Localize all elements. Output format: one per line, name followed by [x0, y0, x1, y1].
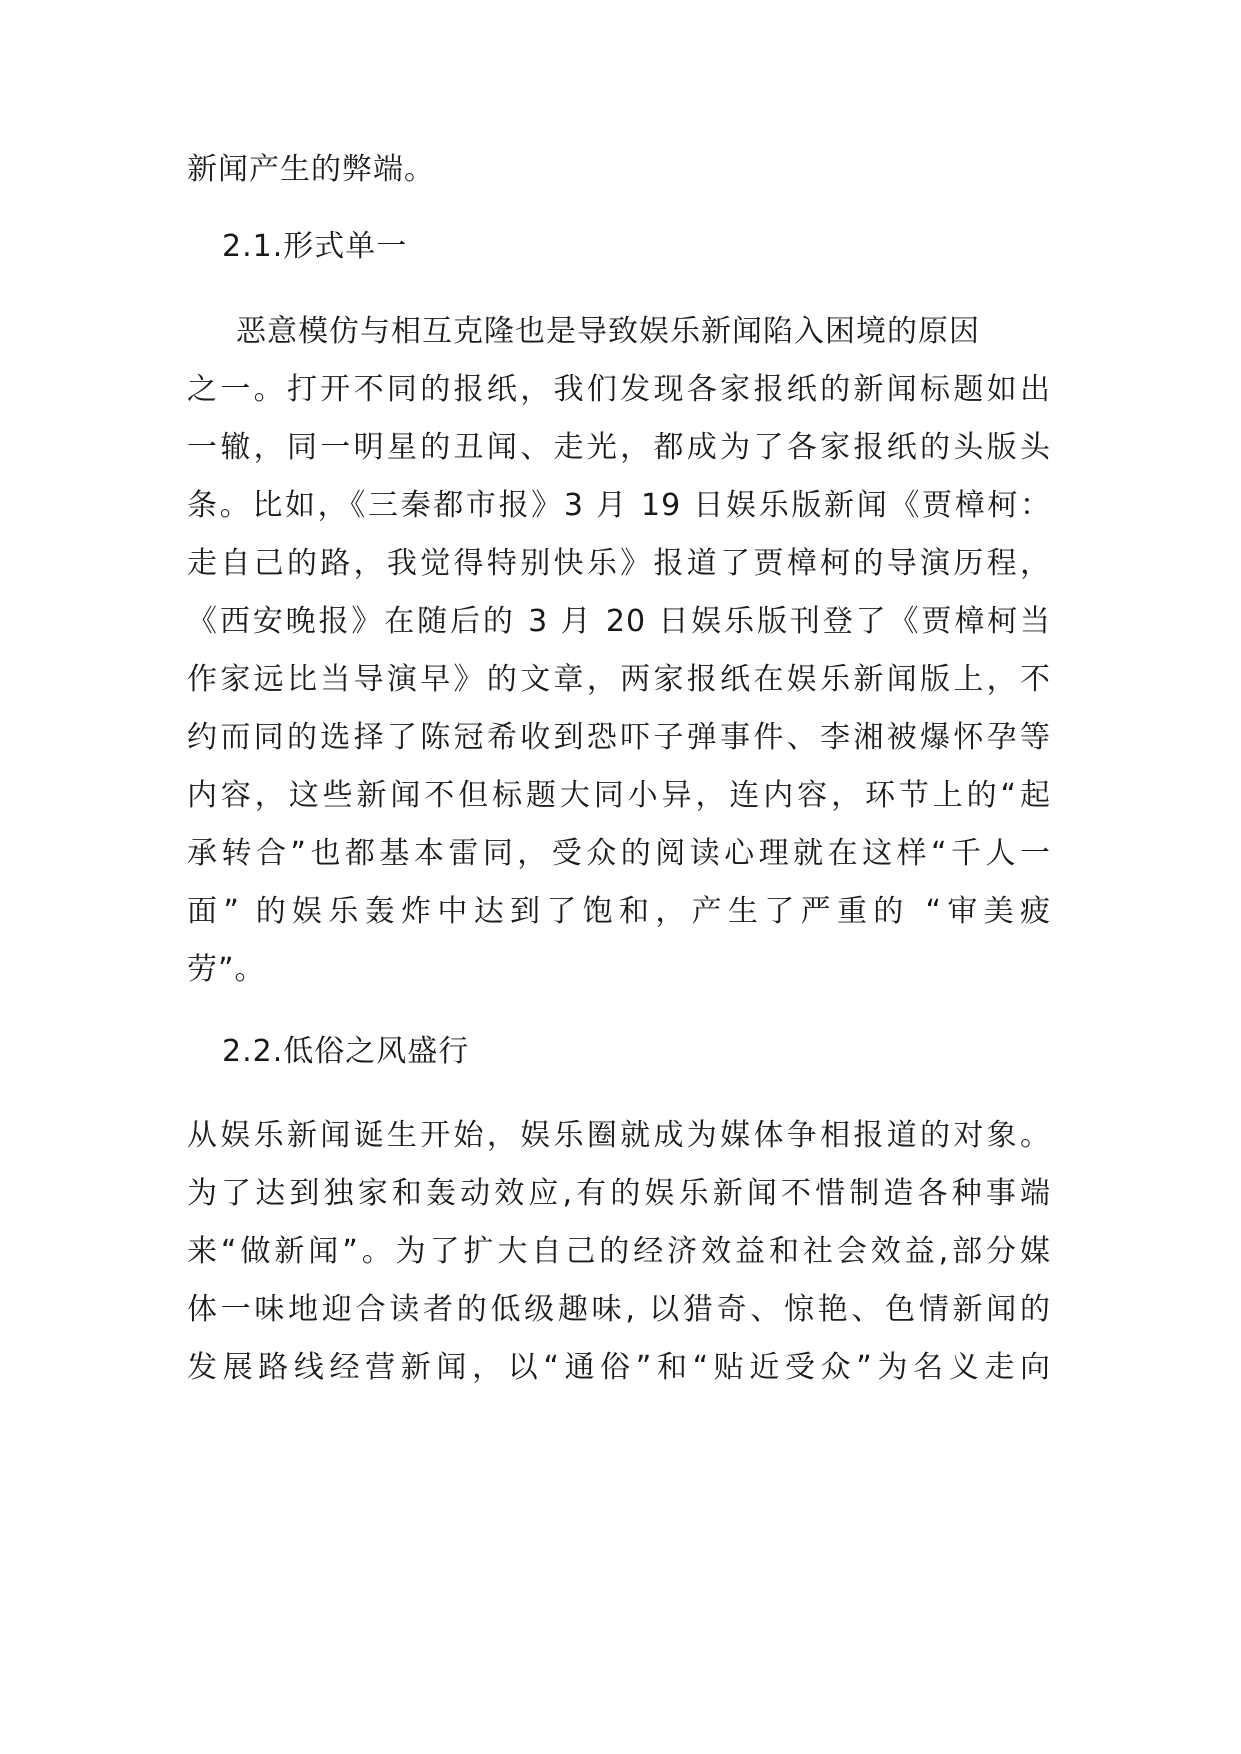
section-heading-2-2: 2.2.低俗之风盛行	[222, 1034, 470, 1069]
paragraph-line: 为了达到独家和轰动效应,有的娱乐新闻不惜制造各种事端	[187, 1176, 1051, 1211]
paragraph-line: 发展路线经营新闻，以“通俗”和“贴近受众”为名义走向	[187, 1350, 1051, 1385]
paragraph-line: 从娱乐新闻诞生开始，娱乐圈就成为媒体争相报道的对象。	[187, 1118, 1051, 1153]
intro-tail-line: 新闻产生的弊端。	[187, 152, 435, 187]
paragraph-line: 作家远比当导演早》的文章，两家报纸在娱乐新闻版上，不	[187, 662, 1051, 697]
paragraph-line: 劳”。	[187, 952, 266, 987]
paragraph-line: 内容，这些新闻不但标题大同小异，连内容，环节上的“起	[187, 778, 1051, 813]
paragraph-line: 面” 的娱乐轰炸中达到了饱和，产生了严重的 “审美疲	[187, 894, 1051, 929]
paragraph-line: 体一味地迎合读者的低级趣味, 以猎奇、惊艳、色情新闻的	[187, 1292, 1051, 1327]
paragraph-line: 《西安晚报》在随后的 3 月 20 日娱乐版刊登了《贾樟柯当	[187, 604, 1051, 639]
paragraph-line: 一辙，同一明星的丑闻、走光，都成为了各家报纸的头版头	[187, 430, 1051, 465]
paragraph-line: 走自己的路，我觉得特别快乐》报道了贾樟柯的导演历程，	[187, 546, 1051, 581]
paragraph-line: 之一。打开不同的报纸，我们发现各家报纸的新闻标题如出	[187, 372, 1051, 407]
paragraph-line: 来“做新闻”。为了扩大自己的经济效益和社会效益,部分媒	[187, 1234, 1051, 1269]
paragraph-line: 恶意模仿与相互克隆也是导致娱乐新闻陷入困境的原因	[236, 314, 980, 349]
paragraph-line: 承转合”也都基本雷同，受众的阅读心理就在这样“千人一	[187, 836, 1051, 871]
paragraph-line: 约而同的选择了陈冠希收到恐吓子弹事件、李湘被爆怀孕等	[187, 720, 1051, 755]
paragraph-line: 条。比如，《三秦都市报》3 月 19 日娱乐版新闻《贾樟柯：	[187, 488, 1051, 523]
section-heading-2-1: 2.1.形式单一	[222, 229, 408, 264]
